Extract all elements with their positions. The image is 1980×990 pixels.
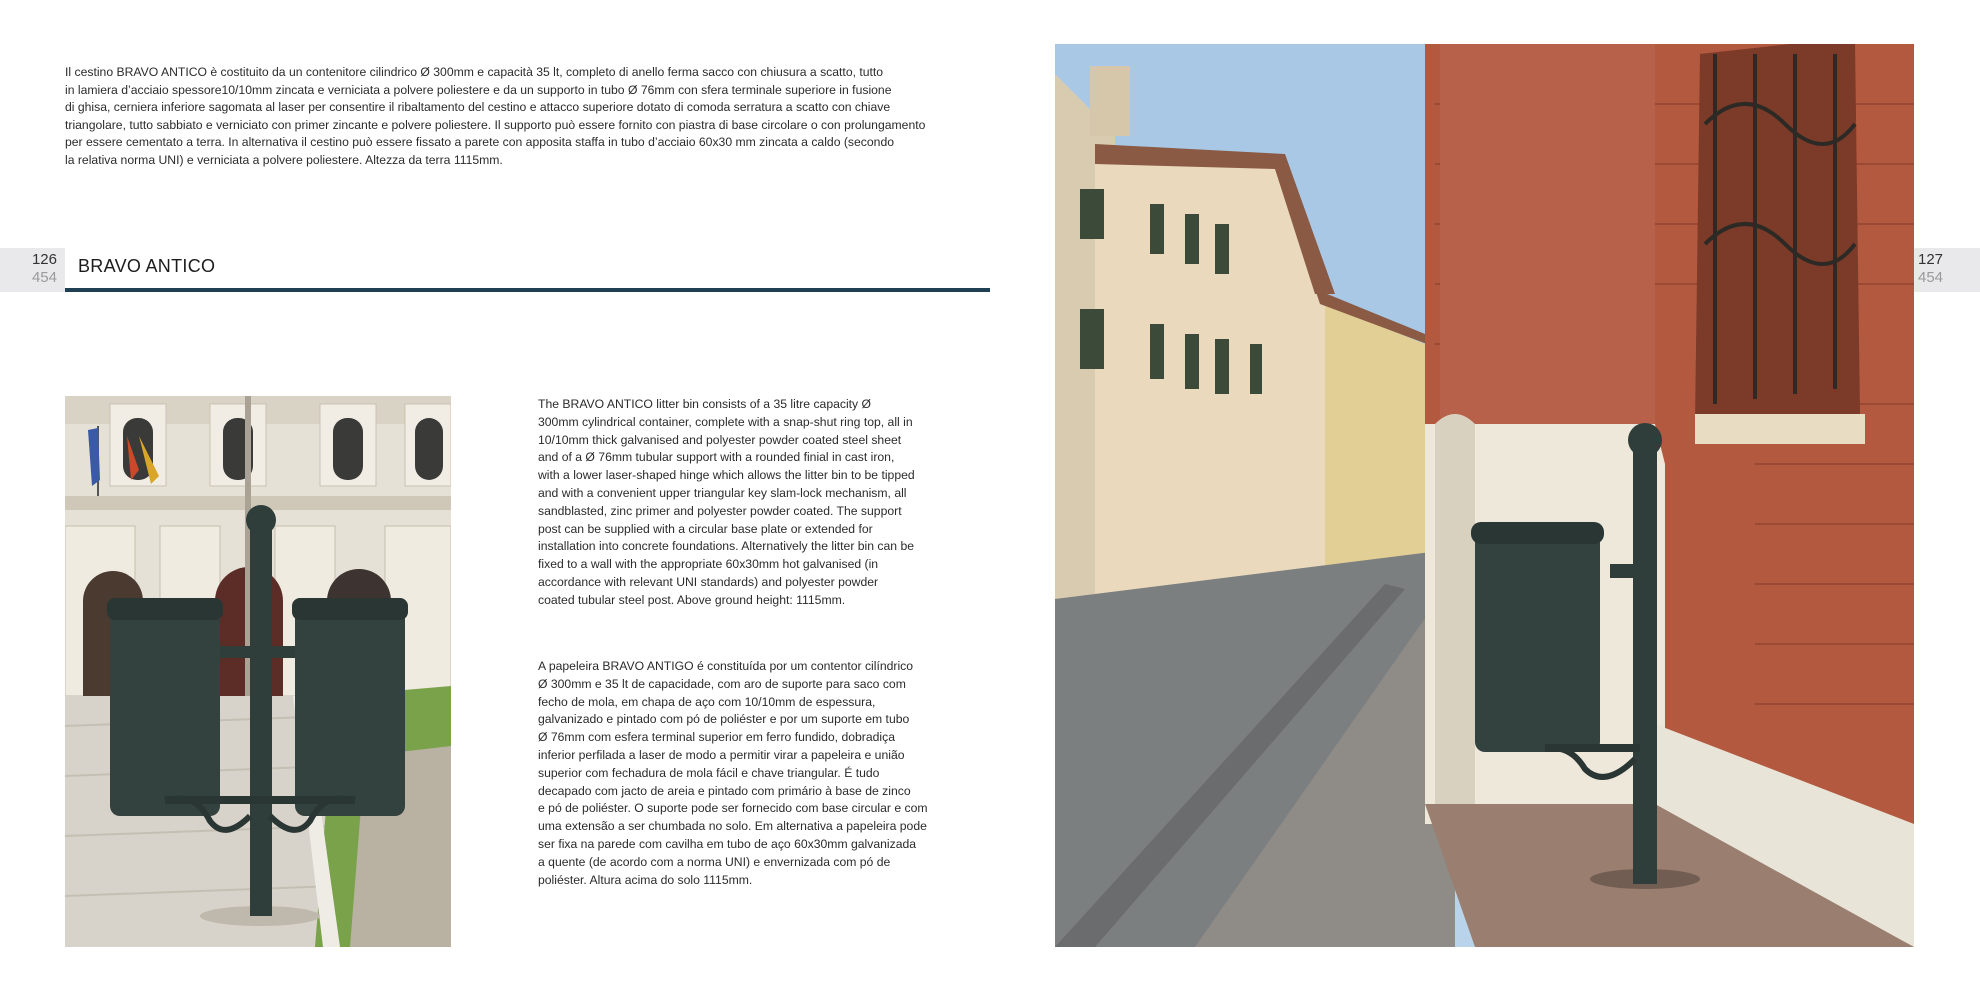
double-bins-illustration (65, 396, 451, 947)
italian-description: Il cestino BRAVO ANTICO è costituito da un contenitore cilindrico Ø 300mm e capacità 35 lt, completo di anello ferma sacco con chiusura a scatto, tutto in lamiera d’acciaio spessore10/10mm zincata e verniciata a polvere poliestere e da un supporto in tubo Ø 76mm con sfera terminale superiore in fusione di ghisa, cerniera inferiore sagomata al laser per consentire il ribaltamento del cestino e attacco superiore dotato di comoda serratura a scatto con chiave triangolare, tutto sabbiato e verniciato con primer zincante e polvere poliestere. Il supporto può essere fornito con piastra di base circolare o con prolungamento per essere cementato a terra. In alternativa il cestino può essere fissato a parete con apposita staffa in tubo d’acciaio 60x30 mm zincata a caldo (secondo la relativa norma UNI) e verniciata a polvere poliestere. Altezza da terra 1115mm. (65, 65, 926, 167)
product-title: BRAVO ANTICO (78, 256, 216, 276)
page-number-left: 126 (31, 251, 57, 268)
page-tab-right (1914, 248, 1980, 292)
english-description: The BRAVO ANTICO litter bin consists of a 35 litre capacity Ø 300mm cylindrical container, complete with a snap-shut ring top, all in 10/10mm thick galvanised and polyester powder coated steel sheet and of a Ø 76mm tubular support with a rounded finial in cast iron, with a lower laser-shaped hinge which allows the litter bin to be tipped and with a convenient upper triangular key slam-lock mechanism, all sandblasted, zinc primer and polyester powder coated. The support post can be supplied with a circular base plate or extended for installation into concrete foundations. Alternatively the litter bin can be fixed to a wall with the appropriate 60x30mm hot galvanised (in accordance with relevant UNI standards) and polyester powder coated tubular steel post. Above ground height: 1115mm. (538, 397, 915, 607)
page-total-left: 454 (31, 269, 57, 286)
title-rule (65, 288, 990, 292)
street-bin-illustration (1055, 44, 1914, 947)
page-tab-left (0, 248, 65, 292)
photo-street-bin (1055, 44, 1914, 947)
portuguese-description: A papeleira BRAVO ANTIGO é constituída por um contentor cilíndrico Ø 300mm e 35 lt de capacidade, com aro de suporte para saco com fecho de mola, em chapa de aço com 10/10mm de espessura, galvanizado e pintado com pó de poliéster e por um suporte em tubo Ø 76mm com esfera terminal superior em ferro fundido, dobradiça inferior perfilada a laser de modo a permitir virar a papeleira e união superior com fechadura de mola fácil e chave triangular. É tudo decapado com jacto de areia e pintado com primário à base de zinco e pó de poliéster. O suporte pode ser fornecido com base circular e com uma extensão a ser chumbada no solo. Em alternativa a papeleira pode ser fixa na parede com cavilha em tubo de aço 60x30mm galvanizada a quente (de acordo com a norma UNI) e envernizada com pó de poliéster. Altura acima do solo 1115mm. (538, 659, 928, 887)
photo-double-bins (65, 396, 451, 947)
page-total-right: 454 (1918, 269, 1944, 286)
page-number-right: 127 (1918, 251, 1944, 268)
